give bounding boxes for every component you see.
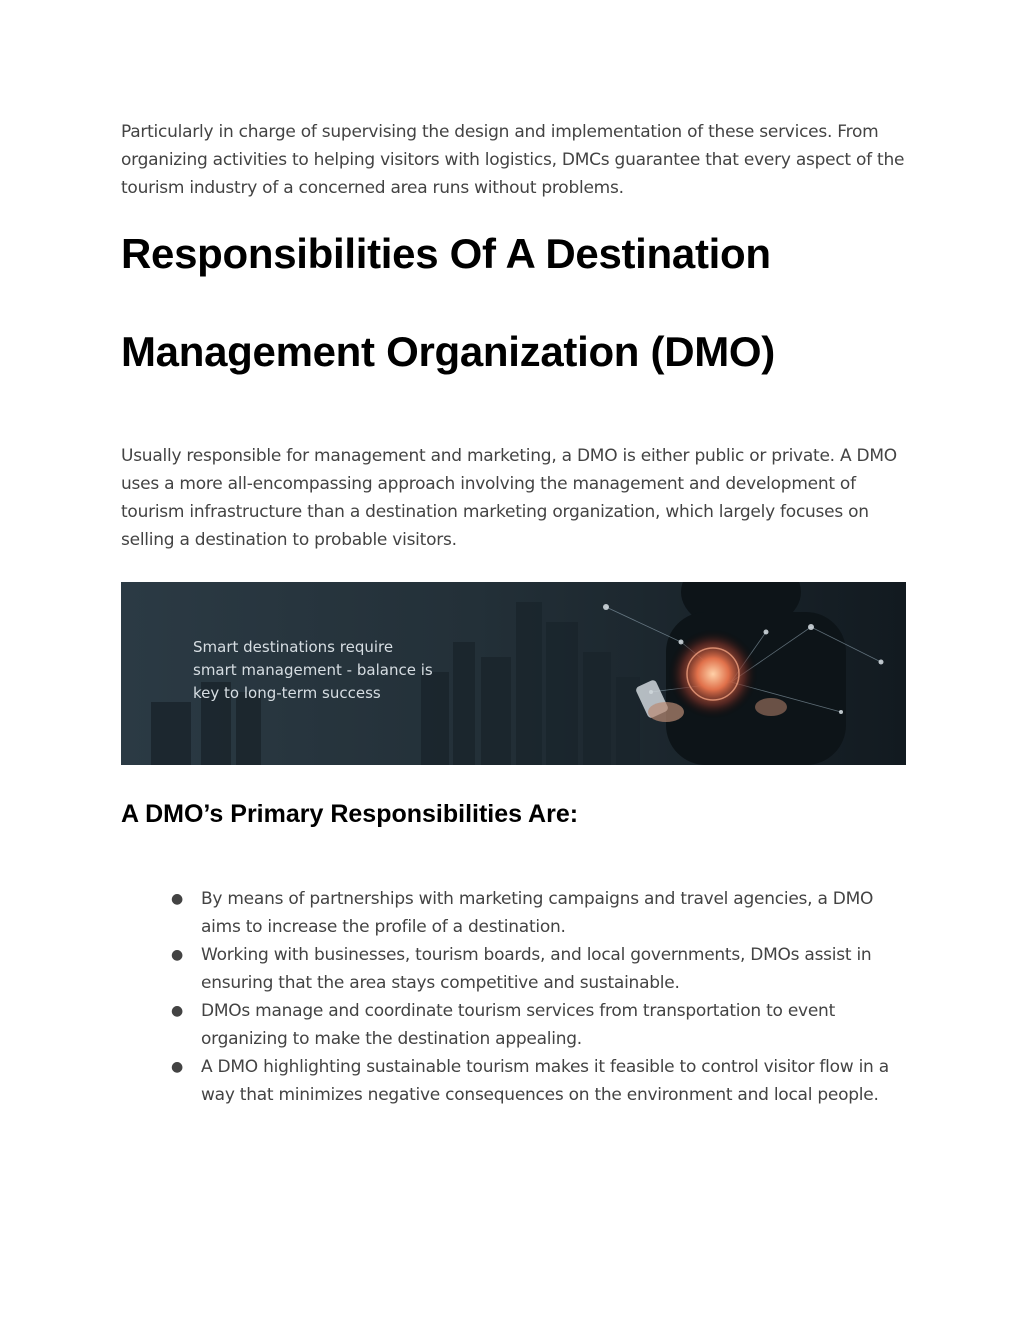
page-title-line-1: Responsibilities Of A Destination (121, 230, 771, 277)
page-title-line-2: Management Organization (DMO) (121, 328, 775, 375)
list-item-text: A DMO highlighting sustainable tourism makes it feasible to control visitor flow in a way that minimizes negative consequences on the environment and local people. (201, 1057, 889, 1105)
bullet-icon: ● (171, 1059, 183, 1075)
banner-text-line-3: key to long-term success (193, 684, 381, 702)
list-item-text: DMOs manage and coordinate tourism services from transportation to event organizing to make the destination appealing. (201, 1001, 836, 1049)
responsibilities-list (169, 885, 907, 1109)
dmo-paragraph: Usually responsible for management and marketing, a DMO is either public or private. A DMO uses a more all-encompassing approach involving the management and development of tourism infrastructure than a destination marketing organization, which largely focuses on selling a destination to probable visitors. (121, 446, 897, 550)
banner-text-line-1: Smart destinations require (193, 638, 394, 656)
list-item-text: Working with businesses, tourism boards, and local governments, DMOs assist in ensuring that the area stays competitive and sustainable. (201, 945, 872, 993)
list-item (169, 941, 907, 997)
bullet-icon: ● (171, 1003, 183, 1019)
bullet-icon: ● (171, 947, 183, 963)
list-item (169, 885, 907, 941)
glowing-orb-shape (668, 629, 758, 719)
list-item (169, 1053, 907, 1109)
list-item (169, 997, 907, 1053)
list-item-text: By means of partnerships with marketing campaigns and travel agencies, a DMO aims to increase the profile of a destination. (201, 889, 874, 937)
smart-destination-banner-image (121, 582, 906, 765)
intro-paragraph: Particularly in charge of supervising the design and implementation of these services. From organizing activities to helping visitors with logistics, DMCs guarantee that every aspect of the tourism industry of a concerned area runs without problems. (121, 122, 905, 198)
bullet-icon: ● (171, 891, 183, 907)
banner-text-line-2: smart management - balance is (193, 661, 433, 679)
responsibilities-subheading: A DMO’s Primary Responsibilities Are: (121, 800, 579, 828)
